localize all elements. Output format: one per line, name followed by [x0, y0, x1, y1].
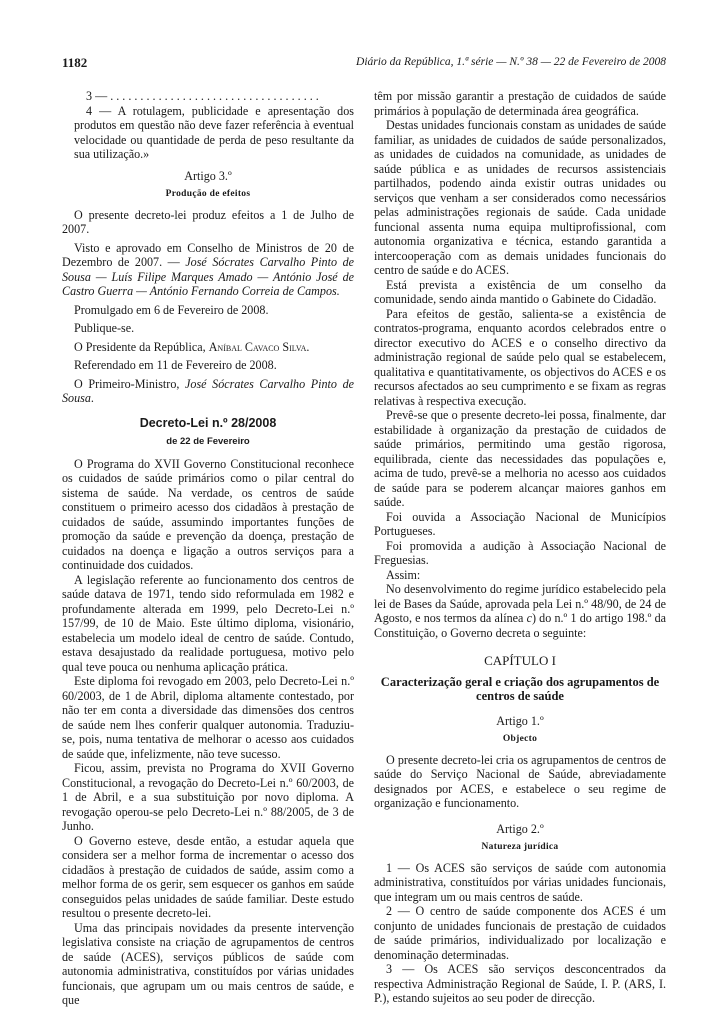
referendum-line: Referendado em 11 de Fevereiro de 2008.	[74, 358, 277, 372]
prime-minister-name: José Sócrates Carvalho Pinto de Sousa	[62, 376, 354, 405]
preamble-paragraph-6: Uma das principais novidades da presente intervenção legislativa consiste na criação de agrupamentos de centros de saúde (ACES), serviços públicos de saúde com autonomia administrativa, constituídos por várias unidades funcionais, que agrupam um ou mais centros de saúde, e que	[62, 920, 354, 1007]
preamble-continuation: têm por missão garantir a prestação de cuidados de saúde primários à população de determinada área geográfica.	[374, 89, 666, 118]
decree-date: de 22 de Fevereiro	[166, 436, 250, 447]
chapter-title: Caracterização geral e criação dos agrupamentos de centros de saúde	[380, 674, 660, 703]
preamble-paragraph-2: A legislação referente ao funcionamento dos centros de saúde datava de 1971, tendo sido reformulada em 1982 e profundamente alterada em 1999, pelo Decreto-Lei n.º 157/99, de 10 de Maio. Este último diploma, visionário, estabelecia um modelo ideal de centro de saúde. Contudo, estava desajustado da realidade portuguesa, motivo pelo qual teve pouca ou nenhuma aplicação prática.	[62, 572, 354, 674]
article-3-epigraph: Produção de efeitos	[165, 189, 251, 199]
preamble-paragraph-12: Foi promovida a audição à Associação Nacional de Freguesias.	[374, 538, 666, 567]
approval-paragraph	[62, 241, 354, 299]
page-number: 1182	[62, 55, 88, 70]
amended-item-4: 4 — A rotulagem, publicidade e apresentação dos produtos em questão não deve fazer referência à eventual velocidade ou quantidade de perda de peso resultante da sua utilização.»	[74, 103, 354, 161]
preamble-paragraph-10: Prevê-se que o presente decreto-lei possa, finalmente, dar estabilidade à organização da prestação de cuidados de saúde primários, permitindo uma gestão rigorosa, equilibrada, ciente das necessidades das populações e, acima de tudo, prevê-se a melhoria no acesso aos cuidados de saúde para se poderem alcançar maiores ganhos em saúde.	[374, 408, 666, 509]
running-head: Diário da República, 1.ª série — N.º 38 — 22 de Fevereiro de 2008	[356, 56, 666, 68]
preamble-paragraph-11: Foi ouvida a Associação Nacional de Municípios Portugueses.	[374, 509, 666, 538]
approval-signatories: José Sócrates Carvalho Pinto de Sousa — Luís Filipe Marques Amado — António José de Castro Guerra — António Fernando Correia de Campos.	[62, 255, 354, 298]
preamble-paragraph-3: Este diploma foi revogado em 2003, pelo Decreto-Lei n.º 60/2003, de 1 de Abril, diploma altamente contestado, por não ter em conta a diversidade das dimensões dos centros de saúde nem lhes conferir qualquer autonomia. Traduziu-se, pois, numa tentativa de melhorar o acesso aos cuidados de saúde que, infelizmente, não teve sucesso.	[62, 674, 354, 761]
preamble-paragraph-1: O Programa do XVII Governo Constitucional reconhece os cuidados de saúde primários como o pilar central do sistema de saúde. Na verdade, os centros de saúde constituem o primeiro acesso dos cidadãos à prestação de cuidados de saúde, assumindo importantes funções de promoção da saúde e prevenção da doença, prestação de cuidados na doença e ligação a outros serviços para a continuidade dos cuidados.	[62, 456, 354, 572]
preamble-paragraph-13: Assim:	[386, 567, 421, 582]
chapter-heading: CAPÍTULO I	[484, 653, 556, 668]
preamble-paragraph-5: O Governo esteve, desde então, a estudar aquela que considera ser a melhor forma de incrementar o acesso dos cidadãos à prestação de cuidados de saúde, assim como a melhor forma de os gerir, sem esquecer os ganhos em saúde conseguidos pelas unidades de saúde familiar. Deste estudo resultou o presente decreto-lei.	[62, 833, 354, 920]
page-header	[62, 55, 666, 71]
article-2-item-3: 3 — Os ACES são serviços desconcentrados da respectiva Administração Regional de Saúde, I. P. (ARS, I. P.), estando sujeitos ao seu poder de direcção.	[374, 962, 666, 1005]
article-1-epigraph: Objecto	[502, 734, 538, 744]
preamble-paragraph-7: Destas unidades funcionais constam as unidades de saúde familiar, as unidades de cuidados de saúde personalizados, as unidades de cuidados na comunidade, as unidades de saúde pública e as unidades de recursos assistenciais partilhados, podendo ainda existir outras unidades ou serviços que venham a ser considerados como necessários pelas administrações regionais de saúde. Cada unidade funcional assenta numa equipa multiprofissional, com autonomia organizativa e técnica, estando garantida a intercooperação com as demais unidades funcionais do centro de saúde e do ACES.	[374, 118, 666, 277]
preamble-paragraph-9: Para efeitos de gestão, salienta-se a existência de contratos-programa, enquanto acordos celebrados entre o director executivo do ACES e o conselho directivo da administração regional de saúde pelo qual se estabelecem, qualitativa e quantitativamente, os objectivos do ACES e os recursos afectados ao seu cumprimento e se fixam as regras relativas à respectiva execução.	[374, 306, 666, 408]
article-3-text: O presente decreto-lei produz efeitos a 1 de Julho de 2007.	[62, 207, 354, 236]
publish-line: Publique-se.	[74, 321, 135, 335]
promulgation-line: Promulgado em 6 de Fevereiro de 2008.	[74, 302, 269, 317]
approval-text: Visto e aprovado em Conselho de Ministros de 20 de Dezembro de 2007. —	[62, 240, 354, 269]
president-name: Aníbal Cavaco Silva.	[208, 339, 310, 354]
article-2-label: Artigo 2.º	[496, 821, 544, 836]
left-column	[62, 89, 354, 1008]
president-line	[62, 340, 354, 355]
amended-item-3: 3 — . . . . . . . . . . . . . . . . . . . . . . . . . . . . . . . . . . .	[86, 89, 319, 103]
article-3-label: Artigo 3.º	[184, 168, 232, 183]
prime-minister-label: O Primeiro-Ministro,	[74, 376, 186, 391]
article-1-text: O presente decreto-lei cria os agrupamentos de centros de saúde do Serviço Nacional de Saúde, abreviadamente designados por ACES, e estabelece o seu regime de organização e funcionamento.	[374, 752, 666, 810]
article-2-epigraph: Natureza jurídica	[481, 842, 559, 852]
article-2-item-1: 1 — Os ACES são serviços de saúde com autonomia administrativa, constituídos por várias unidades funcionais, que integram um ou mais centros de saúde.	[374, 860, 666, 904]
prime-minister-line: O Primeiro-Ministro, José Sócrates Carvalho Pinto de Sousa.	[62, 376, 354, 405]
right-column	[374, 89, 666, 1006]
decree-title: Decreto-Lei n.º 28/2008	[139, 415, 277, 430]
preamble-paragraph-4: Ficou, assim, prevista no Programa do XVII Governo Constitucional, a revogação do Decreto-Lei n.º 60/2003, de 1 de Abril, e a sua substituição por novo diploma. A revogação operou-se pelo Decreto-Lei n.º 88/2005, de 3 de Junho.	[62, 761, 354, 833]
president-label: O Presidente da República,	[74, 339, 209, 354]
article-1-label: Artigo 1.º	[496, 713, 544, 728]
enacting-formula: No desenvolvimento do regime jurídico estabelecido pela lei de Bases da Saúde, aprovada pela Lei n.º 48/90, de 24 de Agosto, e nos termos da alínea c) do n.º 1 do artigo 198.º da Constituição, o Governo decreta o seguinte:	[374, 582, 666, 640]
preamble-paragraph-8: Está prevista a existência de um conselho da comunidade, sendo ainda mantido o Gabinete do Cidadão.	[374, 277, 666, 306]
article-2-item-2: 2 — O centro de saúde componente dos ACES é um conjunto de unidades funcionais de prestação de cuidados de saúde primários, individualizado por localização e denominação determinadas.	[374, 904, 666, 962]
